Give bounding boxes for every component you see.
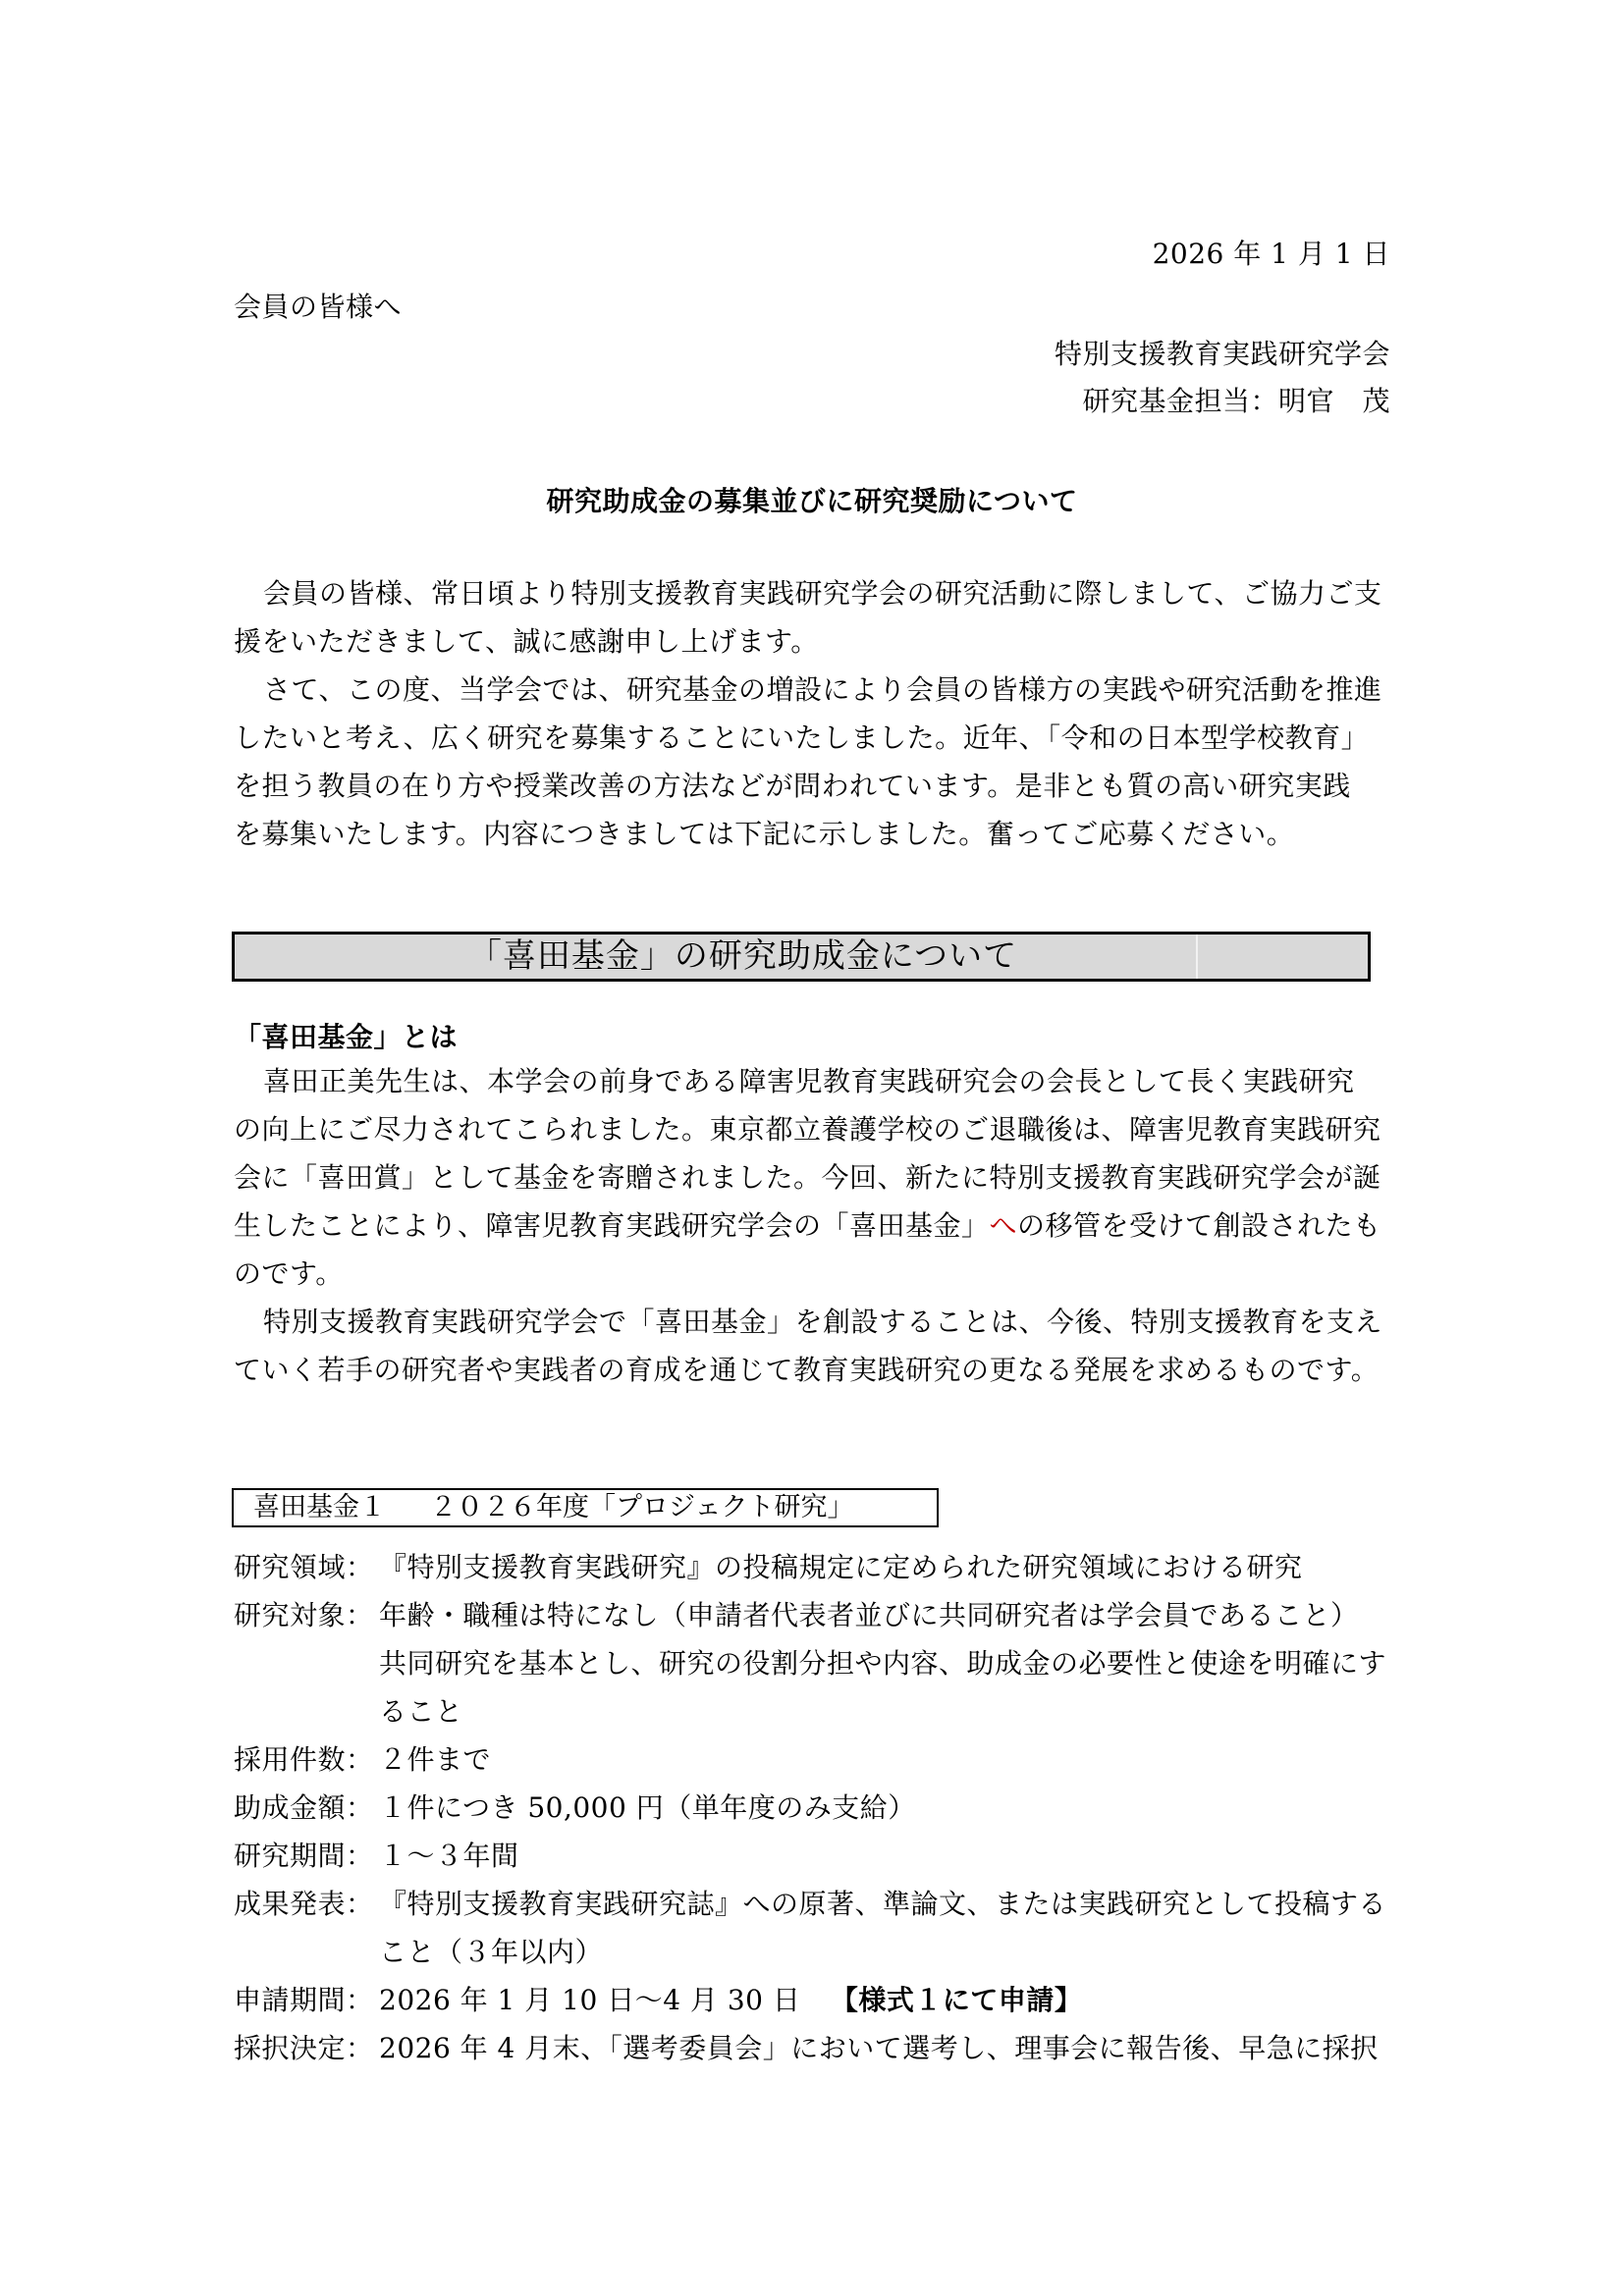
detail-row [234, 1936, 603, 1969]
detail-row [234, 2032, 1379, 2065]
intro-line: 会員の皆様、常日頃より特別支援教育実践研究学会の研究活動に際しまして、ご協力ご支 [263, 577, 1382, 610]
detail-label: 成果発表： [234, 1888, 374, 1920]
fund-name: 喜田基金１ [253, 1492, 386, 1522]
detail-row [234, 1840, 519, 1873]
detail-value: 2026 年 4 月末、「選考委員会」において選考し、理事会に報告後、早急に採択 [379, 2032, 1379, 2064]
detail-value: １～３年間 [379, 1840, 519, 1872]
detail-label: 助成金額： [234, 1791, 374, 1824]
detail-row [234, 1695, 463, 1729]
detail-row [234, 1551, 1303, 1584]
detail-label: 研究期間： [234, 1840, 374, 1872]
detail-value: 共同研究を基本とし、研究の役割分担や内容、助成金の必要性と使途を明確にす [379, 1647, 1387, 1680]
detail-value: ること [379, 1695, 463, 1728]
about-line [234, 1209, 1381, 1243]
section-heading: 「喜田基金」の研究助成金について [467, 936, 1018, 976]
intro-line: 援をいただきまして、誠に感謝申し上げます。 [234, 625, 819, 658]
detail-value: １件につき 50,000 円（単年度のみ支給） [379, 1791, 916, 1824]
about-heading: 「喜田基金」とは [234, 1021, 459, 1053]
detail-label: 研究対象： [234, 1599, 374, 1631]
intro-line: を募集いたします。内容につきましては下記に示しました。奮ってご応募ください。 [234, 818, 1295, 850]
section-heading-box [232, 932, 1371, 982]
about-line-text: の移管を受けて創設されたも [1017, 1209, 1381, 1242]
detail-row [234, 1599, 1359, 1632]
intro-line: さて、この度、当学会では、研究基金の増設により会員の皆様方の実践や研究活動を推進 [263, 673, 1382, 706]
revision-mark: へ [989, 1209, 1018, 1242]
organization-name: 特別支援教育実践研究学会 [1054, 338, 1390, 370]
detail-value: こと（３年以内） [379, 1936, 604, 1968]
detail-value: 『特別支援教育実践研究』の投稿規定に定められた研究領域における研究 [379, 1551, 1303, 1583]
contact-person: 研究基金担当：明官 茂 [1082, 385, 1390, 417]
detail-row [234, 1888, 1386, 1921]
detail-label: 採択決定： [234, 2032, 374, 2064]
fund-title: ２０２６年度「プロジェクト研究」 [430, 1492, 854, 1522]
heading-divider [1196, 934, 1198, 979]
detail-value: 年齢・職種は特になし（申請者代表者並びに共同研究者は学会員であること） [379, 1599, 1359, 1631]
detail-row [234, 1984, 1082, 2017]
detail-value: 2026 年 1 月 10 日～4 月 30 日 [379, 1984, 829, 2016]
about-line: 特別支援教育実践研究学会で「喜田基金」を創設することは、今後、特別支援教育を支え [263, 1306, 1383, 1338]
document-title: 研究助成金の募集並びに研究奨励について [546, 485, 1078, 517]
addressee: 会員の皆様へ [234, 291, 403, 323]
detail-label: 採用件数： [234, 1743, 374, 1776]
date: 2026 年 1 月 1 日 [1152, 238, 1390, 270]
detail-row [234, 1743, 491, 1777]
detail-label: 研究領域： [234, 1551, 374, 1583]
about-line: 喜田正美先生は、本学会の前身である障害児教育実践研究会の会長として長く実践研究 [263, 1065, 1355, 1097]
about-line: のです。 [234, 1257, 344, 1290]
about-line: の向上にご尽力されてこられました。東京都立養護学校のご退職後は、障害児教育実践研究 [234, 1113, 1381, 1146]
application-form-note: 【様式１にて申請】 [843, 1984, 1083, 2016]
detail-row [234, 1791, 916, 1825]
detail-value: ２件まで [379, 1743, 492, 1776]
about-line: 会に「喜田賞」として基金を寄贈されました。今回、新たに特別支援教育実践研究学会が誕 [234, 1161, 1381, 1194]
intro-line: を担う教員の在り方や授業改善の方法などが問われています。是非とも質の高い研究実践 [234, 770, 1351, 802]
about-line: ていく若手の研究者や実践者の育成を通じて教育実践研究の更なる発展を求めるものです。 [234, 1354, 1380, 1386]
detail-label: 申請期間： [234, 1984, 374, 2016]
detail-value: 『特別支援教育実践研究誌』への原著、準論文、または実践研究として投稿する [379, 1888, 1387, 1920]
intro-line: したいと考え、広く研究を募集することにいたしました。近年、「令和の日本型学校教育」 [234, 721, 1370, 754]
detail-row [234, 1647, 1386, 1681]
fund-title-box [232, 1488, 939, 1527]
about-line-text: 生したことにより、障害児教育実践研究学会の「喜田基金」 [234, 1209, 990, 1242]
